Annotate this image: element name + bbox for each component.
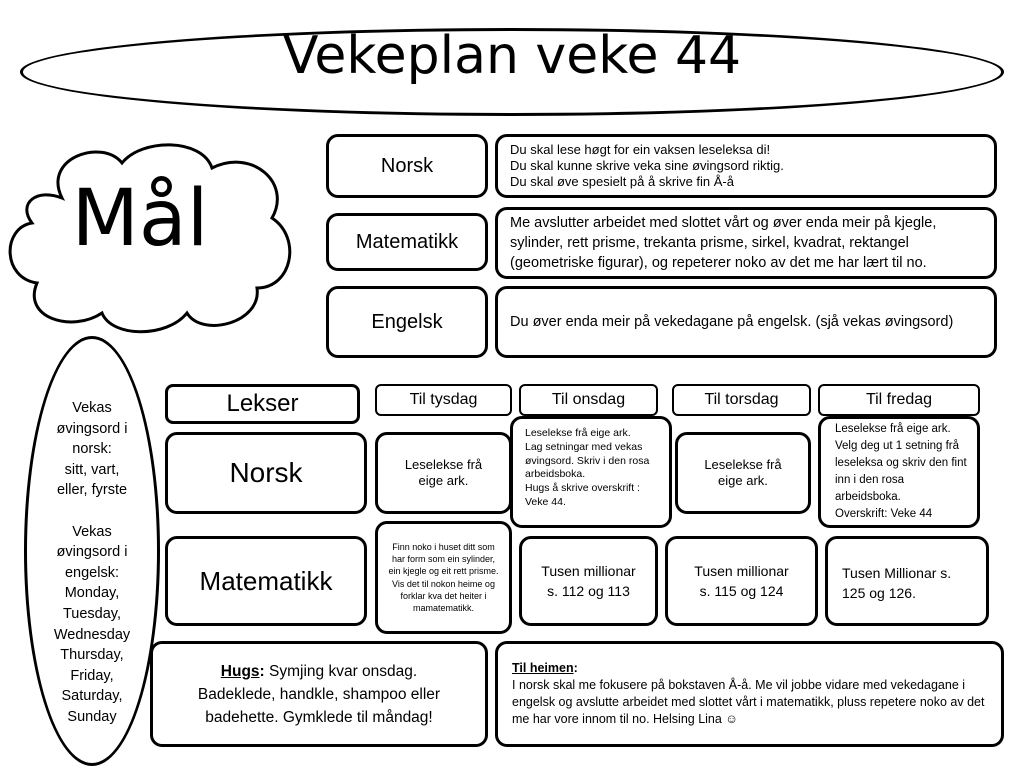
norsk-wednesday-cell: Leselekse frå eige ark. Lag setningar med vekas øvingsord. Skriv i den rosa arbeidsboka. Hugs å skrive overskrift : Veke 44. <box>510 416 672 528</box>
matematikk-tuesday-cell: Finn noko i huset ditt som har form som ein sylinder, ein kjegle og eit rett prisme. Vis det til nokon heime og forklar kva det heiter i mamatematikk. <box>375 521 512 634</box>
reminder-label: Hugs <box>220 663 260 680</box>
page-title: Vekeplan veke 44 <box>282 26 742 86</box>
home-note-text: I norsk skal me fokusere på bokstaven Å-å. Me vil jobbe vidare med vekedagane i engelsk og avslutte arbeidet med slottet vårt i matematikk, pluss repetere noko av det me har vore innom til no. Helsing Lina ☺ <box>512 678 985 726</box>
day-header-tuesday: Til tysdag <box>375 384 512 416</box>
reminder-text: Symjing kvar onsdag. Badeklede, handkle, shampoo eller badehette. Gymklede til måndag! <box>197 663 441 726</box>
goal-subject-engelsk: Engelsk <box>326 286 488 358</box>
goal-subject-matematikk: Matematikk <box>326 213 488 271</box>
reminder-box <box>150 641 488 747</box>
goal-subject-norsk: Norsk <box>326 134 488 198</box>
norsk-tuesday-cell: Leselekse frå eige ark. <box>375 432 512 514</box>
norsk-thursday-cell: Leselekse frå eige ark. <box>675 432 811 514</box>
home-note-colon: : <box>573 661 578 675</box>
matematikk-friday-cell: Tusen Millionar s. 125 og 126. <box>825 536 989 626</box>
day-header-wednesday: Til onsdag <box>519 384 658 416</box>
weekly-words: Vekas øvingsord i norsk: sitt, vart, eller, fyrste Vekas øvingsord i engelsk: Monday, Tuesday, Wednesday Thursday, Friday, Saturday, Sunday <box>53 400 131 725</box>
homework-subject-norsk: Norsk <box>165 432 367 514</box>
home-note-label: Til heimen <box>512 661 574 675</box>
matematikk-wednesday-cell: Tusen millionar s. 112 og 113 <box>519 536 658 626</box>
matematikk-thursday-cell: Tusen millionar s. 115 og 124 <box>665 536 818 626</box>
day-header-thursday: Til torsdag <box>672 384 811 416</box>
reminder-colon: : <box>259 663 265 680</box>
homework-heading: Lekser <box>165 384 360 424</box>
norsk-friday-cell: Leselekse frå eige ark. Velg deg ut 1 setning frå leseleksa og skriv den fint inn i den rosa arbeidsboka. Overskrift: Veke 44 <box>818 416 980 528</box>
day-header-friday: Til fredag <box>818 384 980 416</box>
goal-text-matematikk: Me avslutter arbeidet med slottet vårt og øver enda meir på kjegle, sylinder, rett prisme, trekanta prisme, sirkel, kvadrat, rektangel (geometriske figurar), og repeterer noko av det me har lært til no. <box>495 207 997 279</box>
goal-text-engelsk: Du øver enda meir på vekedagane på engelsk. (sjå vekas øvingsord) <box>495 286 997 358</box>
homework-subject-matematikk: Matematikk <box>165 536 367 626</box>
goal-text-norsk: Du skal lese høgt for ein vaksen leseleksa di! Du skal kunne skrive veka sine øvingsord riktig. Du skal øve spesielt på å skrive fin Å-å <box>495 134 997 198</box>
home-note-box <box>495 641 1004 747</box>
goals-heading: Mål <box>71 174 209 264</box>
